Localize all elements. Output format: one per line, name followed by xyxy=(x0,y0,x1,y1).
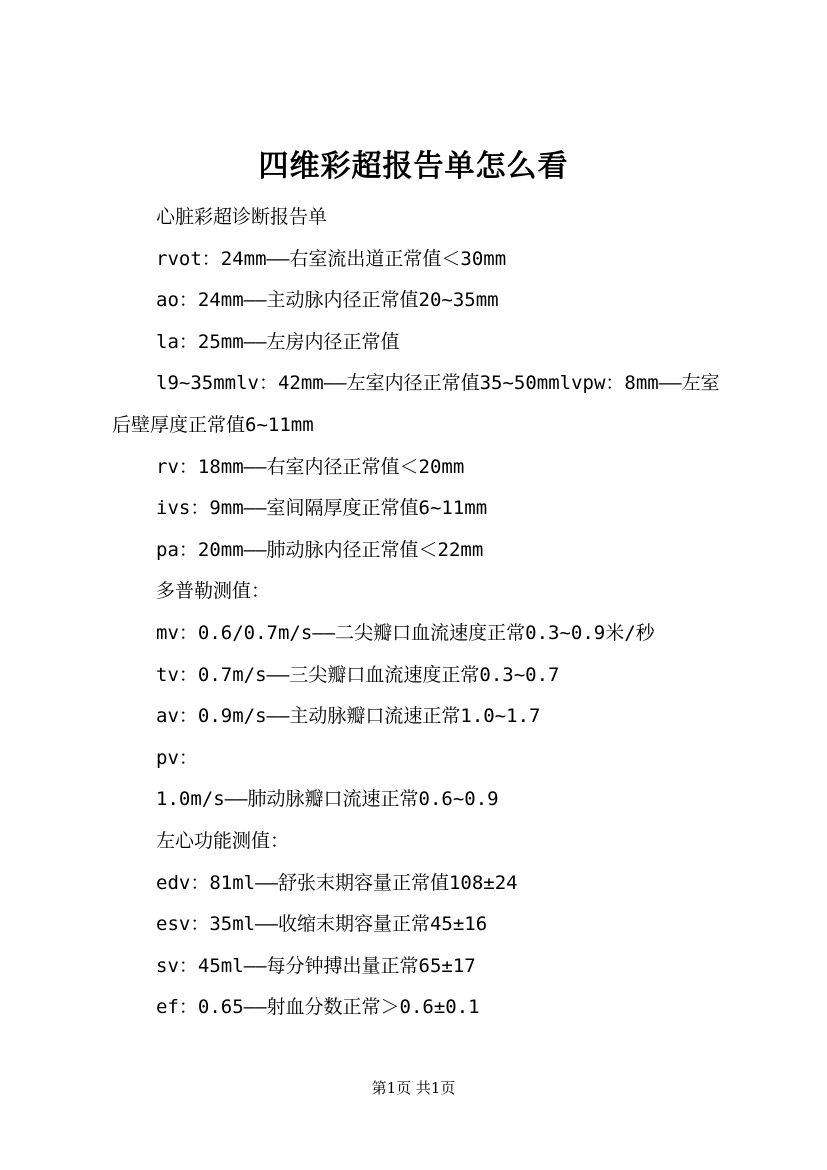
paragraph: 1.0m/s——肺动脉瓣口流速正常0.6~0.9 xyxy=(156,788,499,811)
paragraph: edv：81ml——舒张末期容量正常值108±24 xyxy=(156,871,518,894)
paragraph: 多普勒测值： xyxy=(156,580,271,603)
paragraph: ao：24mm——主动脉内径正常值20~35mm xyxy=(156,289,499,312)
paragraph: pa：20mm——肺动脉内径正常值＜22mm xyxy=(156,538,484,561)
paragraph: la：25mm——左房内径正常值 xyxy=(156,330,400,353)
document-title: 四维彩超报告单怎么看 xyxy=(258,149,569,184)
page-footer: 第1页 共1页 xyxy=(371,1079,456,1097)
paragraph: ivs：9mm——室间隔厚度正常值6~11mm xyxy=(156,497,488,520)
paragraph: 左心功能测值： xyxy=(156,829,290,852)
paragraph: esv：35ml——收缩末期容量正常45±16 xyxy=(156,913,488,936)
paragraph: sv：45ml——每分钟搏出量正常65±17 xyxy=(156,954,476,977)
paragraph: ef：0.65——射血分数正常＞0.6±0.1 xyxy=(156,996,480,1019)
paragraph: mv：0.6/0.7m/s——二尖瓣口血流速度正常0.3~0.9米/秒 xyxy=(156,621,655,644)
paragraph: pv： xyxy=(156,746,198,769)
paragraph: rv：18mm——右室内径正常值＜20mm xyxy=(156,455,465,478)
paragraph: 心脏彩超诊断报告单 xyxy=(156,206,328,228)
document-body xyxy=(112,197,727,1029)
paragraph: rvot：24mm——右室流出道正常值＜30mm xyxy=(156,247,507,270)
paragraph: l9~35mmlv：42mm——左室内径正常值35~50mmlvpw：8mm——左室后壁厚度正常值6~11mm xyxy=(112,372,720,436)
paragraph: tv：0.7m/s——三尖瓣口血流速度正常0.3~0.7 xyxy=(156,663,560,686)
paragraph: av：0.9m/s——主动脉瓣口流速正常1.0~1.7 xyxy=(156,705,541,728)
